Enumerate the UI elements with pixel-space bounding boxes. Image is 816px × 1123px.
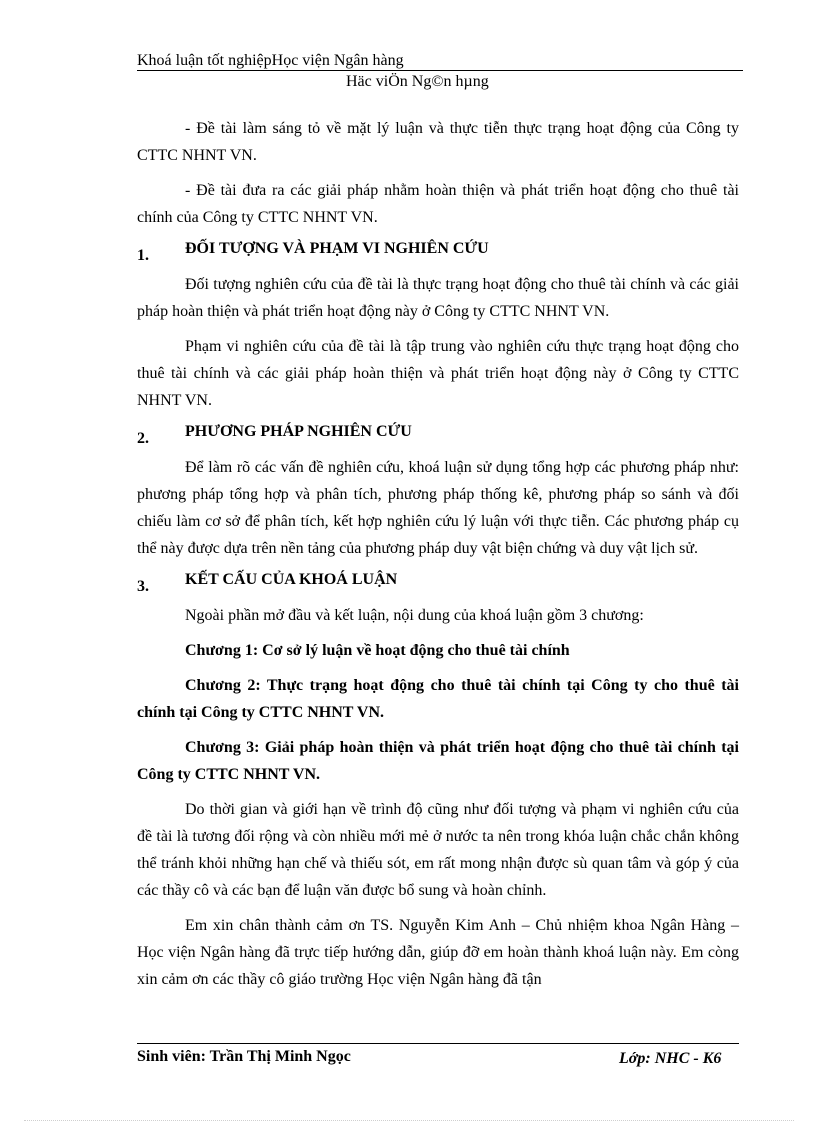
section-heading-3: [137, 570, 739, 597]
paragraph: Để làm rõ các vấn đề nghiên cứu, khoá luận sử dụng tổng hợp các phương pháp như: phương pháp tổng hợp và phân tích, phương pháp thống kê, phương pháp so sánh và đối chiếu làm cơ sở để phân tích, kết hợp nghiên cứu lý luận với thực tiễn. Các phương pháp cụ thể này được dựa trên nền tảng của phương pháp duy vật biện chứng và duy vật lịch sử.: [137, 459, 739, 557]
paragraph: Ngoài phần mở đầu và kết luận, nội dung của khoá luận gồm 3 chương:: [185, 607, 644, 624]
chapter-item: Chương 1: Cơ sở lý luận về hoạt động cho thuê tài chính: [185, 642, 570, 659]
section-title: PHƯƠNG PHÁP NGHIÊN CỨU: [185, 423, 412, 440]
footer-class: Lớp: NHC - K6: [619, 1050, 722, 1067]
paragraph: Do thời gian và giới hạn về trình độ cũng như đối tượng và phạm vi nghiên cứu của đề tài là tương đối rộng và còn nhiều mới mẻ ở nước ta nên trong khóa luận chắc chắn không thể tránh khỏi những hạn chế và thiếu sót, em rất mong nhận được sù quan tâm và góp ý của các thầy cô và các bạn để luận văn được bổ sung và hoàn chỉnh.: [137, 801, 739, 899]
header-divider: [137, 70, 743, 71]
footer-student: Sinh viên: Trần Thị Minh Ngọc: [137, 1048, 351, 1065]
section-heading-2: [137, 422, 739, 449]
paragraph: Phạm vi nghiên cứu của đề tài là tập trung vào nghiên cứu thực trạng hoạt động cho thuê tài chính và các giải pháp hoàn thiện và phát triển hoạt động này ở Công ty CTTC NHNT VN.: [137, 338, 739, 409]
section-title: KẾT CẤU CỦA KHOÁ LUẬN: [185, 571, 398, 588]
section-number: 3.: [137, 578, 149, 595]
document-body: [137, 115, 739, 1001]
intro-paragraph: - Đề tài làm sáng tỏ về mặt lý luận và thực tiễn thực trạng hoạt động của Công ty CTTC NHNT VN.: [137, 120, 739, 164]
section-heading-1: [137, 239, 739, 266]
footer-divider: [137, 1043, 739, 1044]
section-number: 1.: [137, 247, 149, 264]
chapter-item: Chương 3: Giải pháp hoàn thiện và phát triển hoạt động cho thuê tài chính tại Công ty CTTC NHNT VN.: [137, 739, 739, 783]
section-number: 2.: [137, 430, 149, 447]
chapter-item: Chương 2: Thực trạng hoạt động cho thuê tài chính tại Công ty cho thuê tài chính tại Công ty CTTC NHNT VN.: [137, 677, 739, 721]
header-title: Khoá luận tốt nghiệpHọc viện Ngân hàng: [137, 52, 404, 69]
intro-paragraph: - Đề tài đưa ra các giải pháp nhằm hoàn thiện và phát triển hoạt động cho thuê tài chính của Công ty CTTC NHNT VN.: [137, 182, 739, 226]
page-boundary: [24, 1120, 794, 1121]
paragraph: Em xin chân thành cảm ơn TS. Nguyễn Kim Anh – Chủ nhiệm khoa Ngân Hàng – Học viện Ngân hàng đã trực tiếp hướng dẫn, giúp đỡ em hoàn thành khoá luận này. Em còng xin cảm ơn các thầy cô giáo trường Học viện Ngân hàng đã tận: [137, 917, 739, 988]
paragraph: Đối tượng nghiên cứu của đề tài là thực trạng hoạt động cho thuê tài chính và các giải pháp hoàn thiện và phát triển hoạt động này ở Công ty CTTC NHNT VN.: [137, 276, 739, 320]
section-title: ĐỐI TƯỢNG VÀ PHẠM VI NGHIÊN CỨU: [185, 240, 489, 257]
header-subtitle: Häc viÖn Ng©n hµng: [346, 73, 489, 90]
